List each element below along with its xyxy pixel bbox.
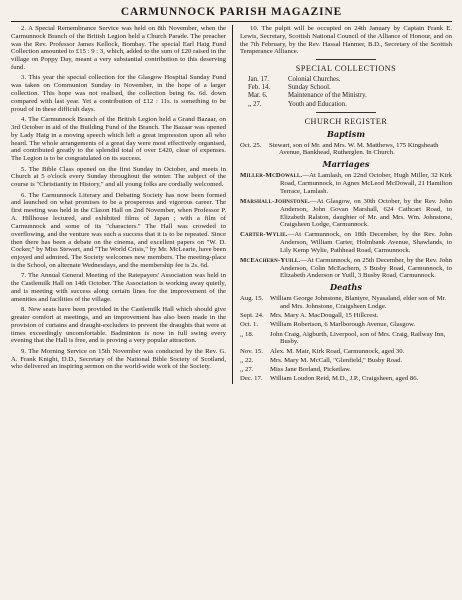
death-text: Alex. M. Mair, Kirk Road, Carmunnock, aged 30. — [270, 347, 405, 355]
left-column — [11, 25, 232, 384]
baptism-entry — [240, 142, 452, 158]
marriage-entry — [240, 231, 452, 255]
death-text: Mrs. Mary A. MacDougall, 15 Hillcrest. — [270, 312, 379, 320]
death-date: Dec. 17. — [240, 374, 263, 382]
marriage-names: Carter-Wylie. — [240, 231, 288, 239]
death-entry — [240, 312, 452, 320]
death-entry — [240, 357, 452, 365]
death-date: Sept. 24. — [240, 312, 264, 320]
collection-date: ,, 27. — [248, 100, 262, 108]
marriage-text: —At Glasgow, on 30th October, by the Rev. John Anderson, John Govan Marshall, 624 Cathcart Road, to Elizabeth Ralston, daughter of Mr. and Mrs. Wm. Johnstone, Craigsheen Lodge, Carmunnock. — [280, 197, 452, 229]
right-column — [232, 25, 452, 384]
death-date: ,, 22. — [240, 356, 254, 364]
paragraph-8: 8. New seats have been provided in the Castlemilk Hall which should give greater comfort at meetings, and an improvement has also been made in the provision of curtains and draught-excluders to prevent the draughts that were at times exceedingly uncomfortable. Badminton is now in full swing every evening that the Hall is free, and is proving a very popular attraction. — [11, 306, 226, 345]
marriage-names: Miller-McDowall. — [240, 172, 303, 180]
death-entry — [240, 295, 452, 311]
collection-date: Feb. 14. — [248, 84, 271, 92]
special-collections-heading: SPECIAL COLLECTIONS — [295, 64, 397, 74]
two-column-body — [11, 25, 452, 384]
paragraph-2: 2. A Special Remembrance Service was held on 8th November, when the Carmunnock Branch of the British Legion held a Church Parade. The preacher was the Rev. Professor James Kellock, Bombay. The special Earl Haig Fund Collection amounted to £15 : 9 : 3, which, added to the sum of £20 raised in the village on Poppy Day, meant a very substantial contribution to this deserving fund. — [11, 25, 226, 72]
marriage-names: Marshall-Johnstone. — [240, 197, 310, 205]
collection-item — [248, 92, 452, 100]
marriage-entry — [240, 257, 452, 281]
entry-text: Stewart, son of Mr. and Mrs. W. M. Matthews, 175 Kingsheath Avenue, Bankhead, Rutherglen. In Church. — [269, 141, 439, 157]
marriage-text: —At Carmunnock, on 25th December, by the Rev. John Anderson, Colin McEachern, 3 Busby Road, Carmunnock, to Elizabeth Anderson or Yuill, 3 Busby Road, Carmunnock. — [280, 256, 452, 280]
paragraph-4: 4. The Carmunnock Branch of the British Legion held a Grand Bazaar, on 3rd October in aid of the Building Fund of the Branch. The Bazaar was opened by Lady Haig in a moving speech which left a great impression upon all who heard. The whole arrangements of a great day were most effectively organised, and contributed greatly to the splendid total of over £420, clear of expenses. The Legion is to be congratulated on its success. — [11, 116, 226, 163]
paragraph-5: 5. The Bible Class opened on the first Sunday in October, and meets in Church at 5 o'clock every Sunday throughout the winter. The subject of the course is "Christianity in History," and all young folks are cordially welcomed. — [11, 165, 226, 189]
death-text: John Craig, Aigburth, Liverpool, son of Mrs. Craig, Railway Inn, Busby. — [270, 330, 446, 346]
collection-text: Colonial Churches. — [288, 76, 341, 84]
death-date: ,, 18. — [240, 330, 254, 338]
collection-text: Sunday School. — [288, 84, 331, 92]
marriage-names: McEachern-Yuill. — [240, 256, 301, 264]
death-text: William George Johnstone, Blantyre, Nyasaland, elder son of Mr. and Mrs. Johnstone, Craigsheen Lodge. — [270, 295, 447, 311]
death-entry — [240, 348, 452, 356]
special-collections-list — [248, 76, 452, 108]
paragraph-6: 6. The Carmunnock Literary and Debating Society has now been formed and launched on what promises to be a prosperous and vigorous career. The first meeting was held in the Clason Hall on 2nd November, when Professor P. A. Hillhouse lectured, and exhibited films of Japan ; with a film of Carmunnock and some of its "characters." The Hall was crowded to overflowing, and the venture was such a success that it is to be repeated. Since then there has been a debate on the cinema, and excellent papers on "W. D. Cocker," by Miss Stewart, and "The World Crisis," by Mr. McLearie, have been enjoyed and admired. The Society welcomes new members. The meeting-place is the School, on alternate Wednesdays, and the membership fee is 2s. 6d. — [11, 191, 226, 269]
section-divider — [316, 112, 376, 113]
death-text: Mrs. Mary M. McCall, "Glenfield," Busby Road. — [270, 356, 403, 364]
death-entry — [240, 366, 452, 374]
collection-date: Jan. 17. — [248, 76, 269, 84]
collection-item — [248, 101, 452, 109]
death-date: Oct. 1. — [240, 321, 259, 329]
paragraph-9: 9. The Morning Service on 15th November was conducted by the Rev. G. A. Frank Knight, D.D., Secretary of the National Bible Society of Scotland, who delivered an inspiring sermon on the world-wide work of the Society. — [11, 347, 226, 371]
death-date: Nov. 15. — [240, 347, 263, 355]
death-text: William Robertson, 6 Marlborough Avenue, Glasgow. — [270, 321, 416, 329]
paragraph-10: 10. The pulpit will be occupied on 24th January by Captain Frank E. Lewis, Secretary, Scottish National Council of the Alliance of Honour, and on the 7th February, by the Rev. Hassal Hanmer, B.D., Secretary of the Scottish Temperance Alliance. — [240, 25, 452, 56]
death-date: ,, 27. — [240, 365, 254, 373]
collection-date: Mar. 6. — [248, 92, 268, 100]
collection-item — [248, 84, 452, 92]
paragraph-7: 7. The Annual General Meeting of the Ratepayers' Association was held in the Castlemilk Hall on 14th October. The Association is working away quietly, and is meeting with success along certain lines for the improvement of the amenities and facilities of the village. — [11, 272, 226, 303]
death-entry — [240, 375, 452, 383]
baptism-heading: Baptism — [326, 128, 366, 139]
marriage-entry — [240, 198, 452, 229]
church-register-heading: CHURCH REGISTER — [304, 116, 388, 126]
collection-text: Maintenance of the Ministry. — [288, 92, 367, 100]
death-text: William Loudon Reid, M.D., J.P., Craigsheen, aged 86. — [270, 374, 419, 382]
paragraph-3: 3. This year the special collection for the Glasgow Hospital Sunday Fund was taken on Communion Sunday in November, in the hope of a larger collection. This hope was not realised, the collection being 6s. 6d. down compared with last year. Yet a contribution of £12 : 11s. is something to be proud of in these difficult days. — [11, 74, 226, 113]
marriages-heading: Marriages — [322, 159, 370, 170]
marriage-text: —At Carmunnock, on 18th December, by the Rev. John Anderson, William Carter, Holmbank Avenue, Shawlands, to Lily Kemp Wylie, Pathhead Road, Carmunnock. — [280, 231, 452, 254]
death-entry — [240, 321, 452, 329]
entry-date: Oct. 25. — [240, 141, 262, 149]
masthead-title: CARMUNNOCK PARISH MAGAZINE — [11, 6, 452, 22]
death-text: Miss Jane Borland, Picketlaw. — [270, 365, 352, 373]
deaths-heading: Deaths — [330, 282, 362, 293]
section-divider — [316, 59, 376, 60]
collection-item — [248, 76, 452, 84]
marriage-text: —At Lamlash, on 22nd October, Hugh Miller, 32 Kirk Road, Carmunnock, to Agnes McLeod McDowall, 21 Hamilton Terrace, Lamlash. — [280, 172, 452, 195]
marriage-entry — [240, 172, 452, 196]
death-entry — [240, 331, 452, 347]
collection-text: Youth and Education. — [288, 100, 347, 108]
death-date: Aug. 15. — [240, 295, 264, 303]
